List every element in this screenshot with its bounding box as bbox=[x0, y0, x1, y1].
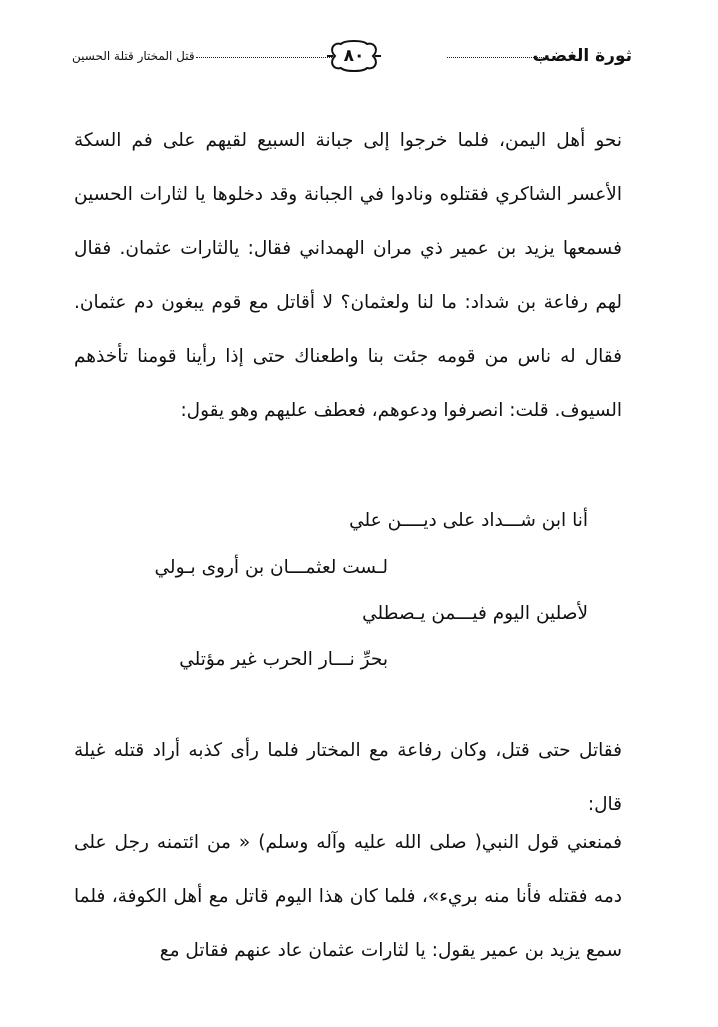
paragraph-2: فقاتل حتى قتل، وكان رفاعة مع المختار فلما رأى كذبه أراد قتله غيلة قال: bbox=[74, 740, 622, 815]
page-number-ornament bbox=[325, 38, 383, 74]
paragraph-1: نحو أهل اليمن، فلما خرجوا إلى جبانة السبيع لقيهم على فم السكة الأعسر الشاكري فقتلوه ونادوا في الجبانة وقد دخلوها يا لثارات الحسين فسمعها يزيد بن عمير ذي مران الهمداني فقال: يالثارات عثمان. فقال لهم رفاعة بن شداد: ما لنا ولعثمان؟ لا أقاتل مع قوم يبغون دم عثمان. فقال له ناس من قومه جئت بنا واطعناك حتى إذا رأينا قومنا تأخذهم السيوف. قلت: انصرفوا ودعوهم، فعطف عليهم وهو يقول: bbox=[74, 130, 622, 421]
poem-verse-4: بحرِّ نـــار الحرب غير مؤتلي bbox=[179, 649, 388, 670]
poem-verse-3: لأصلين اليوم فيـــمن يـصطلي bbox=[362, 603, 588, 624]
poem-verse-2: لـست لعثمـــان بن أروى بـولي bbox=[154, 557, 388, 578]
page-header bbox=[72, 36, 632, 80]
page-number: ٨٠ bbox=[343, 46, 365, 66]
running-title: ثورة الغضب bbox=[532, 46, 632, 66]
header-rule-left bbox=[196, 57, 332, 58]
running-subtitle: قتل المختار قتلة الحسين bbox=[72, 49, 195, 63]
poem-verse-1: أنا ابن شـــداد على ديــــن علي bbox=[349, 510, 588, 531]
header-rule-right bbox=[447, 57, 548, 58]
paragraph-3: فمنعني قول النبي( صلى الله عليه وآله وسلم) « من ائتمنه رجل على دمه فقتله فأنا منه بريء»، فلما كان هذا اليوم قاتل مع أهل الكوفة، فلما سمع يزيد بن عمير يقول: يا لثارات عثمان عاد عنهم فقاتل مع bbox=[74, 832, 622, 961]
